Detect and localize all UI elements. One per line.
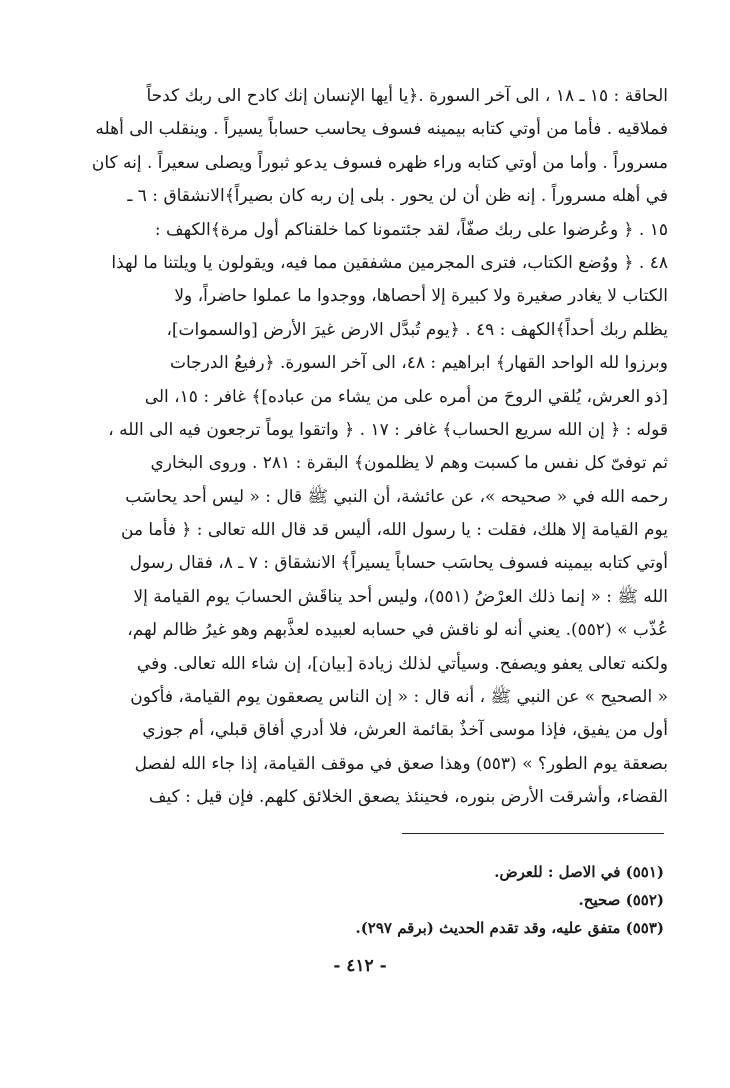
text-line: الكتاب لا يغادر صغيرة ولا كبيرة إلا أحصاها، ووجدوا ما عملوا حاضراً، ولا xyxy=(174,286,668,307)
text-line: بصعقة يوم الطور؟ » (٥٥٣) وهذا صعق في موقف القيامة، إذا جاء الله لفصل xyxy=(134,753,668,774)
text-line: الحاقة : ١٥ ـ ١٨ ، الى آخر السورة .﴿يا أيها الإنسان إنك كادح الى ربك كدحاً xyxy=(146,86,668,106)
text-line: « الصحيح » عن النبي ﷺ ، أنه قال : « إن الناس يصعقون يوم القيامة، فأكون xyxy=(130,687,668,708)
text-line: ثم توفىّ كل نفس ما كسبت وهم لا يظلمون﴾ البقرة : ٢٨١ . وروى البخاري xyxy=(150,453,668,474)
text-line: [ذو العرش، يُلقي الروحَ من أمره على من يشاء من عباده]﴾ غافر : ١٥، الى xyxy=(144,386,668,407)
text-line: ١٥ . ﴿ وعُرضوا على ربك صفّاً، لقد جئتمونا كما خلقناكم أول مرة﴾الكهف : xyxy=(154,219,668,240)
footnote-552: (٥٥٢) صحيح. xyxy=(578,891,664,909)
text-line: أوتي كتابه بيمينه فسوف يحاسَب حساباً يسيراً﴾ الانشقاق : ٧ ـ ٨، فقال رسول xyxy=(129,553,668,574)
text-line: الله ﷺ : « إنما ذلك العرْضُ (٥٥١)، وليس أحد يناقَش الحسابَ يوم القيامة إلا xyxy=(133,586,668,607)
text-line: يظلم ربك أحداً﴾الكهف : ٤٩ . ﴿يوم تُبدَّل الارض غيرَ الأرض [والسموات]، xyxy=(166,319,668,340)
footnote-551: (٥٥١) في الاصل : للعرض. xyxy=(494,863,664,881)
text-line: قوله : ﴿ إن الله سريع الحساب﴾ غافر : ١٧ . ﴿ واتقوا يوماً ترجعون فيه الى الله ، xyxy=(108,419,668,440)
text-line: يوم القيامة إلا هلك، فقلت : يا رسول الله، أليس قد قال الله تعالى : ﴿ فأما من xyxy=(120,520,668,541)
text-line: رحمه الله في « صحيحه »، عن عائشة، أن النبي ﷺ قال : « ليس أحد يحاسَب xyxy=(125,486,668,507)
text-line: وبرزوا لله الواحد القهار﴾ ابراهيم : ٤٨، الى آخر السورة. ﴿رفيعُ الدرجات xyxy=(169,353,668,374)
page-number: - ٤١٢ - xyxy=(333,956,387,976)
footnote-553: (٥٥٣) متفق عليه، وقد تقدم الحديث (برقم ٢٩٧). xyxy=(355,919,664,937)
text-line: القضاء، وأشرقت الأرض بنوره، فحينئذ يصعق الخلائق كلهم. فإن قيل : كيف xyxy=(148,787,668,808)
body-text xyxy=(62,80,668,815)
text-line: عُذّب » (٥٥٢). يعني أنه لو ناقش في حسابه لعبيده لعذَّبهم وهو غيرُ ظالم لهم، xyxy=(127,620,668,641)
text-line: مسروراً . وأما من أوتي كتابه وراء ظهره فسوف يدعو ثبوراً ويصلى سعيراً . إنه كان xyxy=(91,152,668,173)
text-line: ٤٨ . ﴿ ووُضع الكتاب، فترى المجرمين مشفقين مما فيه، ويقولون يا ويلتنا ما لهذا xyxy=(111,252,668,273)
footnotes xyxy=(300,858,664,942)
text-line: أول من يفيق، فإذا موسى آخذٌ بقائمة العرش، فلا أدري أفاق قبلي، أم جوزي xyxy=(142,720,668,741)
text-line: ولكنه تعالى يعفو ويصفح. وسيأتي لذلك زيادة [بيان]، إن شاء الله تعالى. وفي xyxy=(136,653,668,674)
footnote-divider xyxy=(402,833,664,834)
text-line: في أهله مسروراً . إنه ظن أن لن يحور . بلى إن ربه كان بصيراً﴾الانشقاق : ٦ ـ xyxy=(127,186,668,207)
text-line: فملاقيه . فأما من أوتي كتابه بيمينه فسوف يحاسب حساباً يسيراً . وينقلب الى أهله xyxy=(95,119,668,140)
